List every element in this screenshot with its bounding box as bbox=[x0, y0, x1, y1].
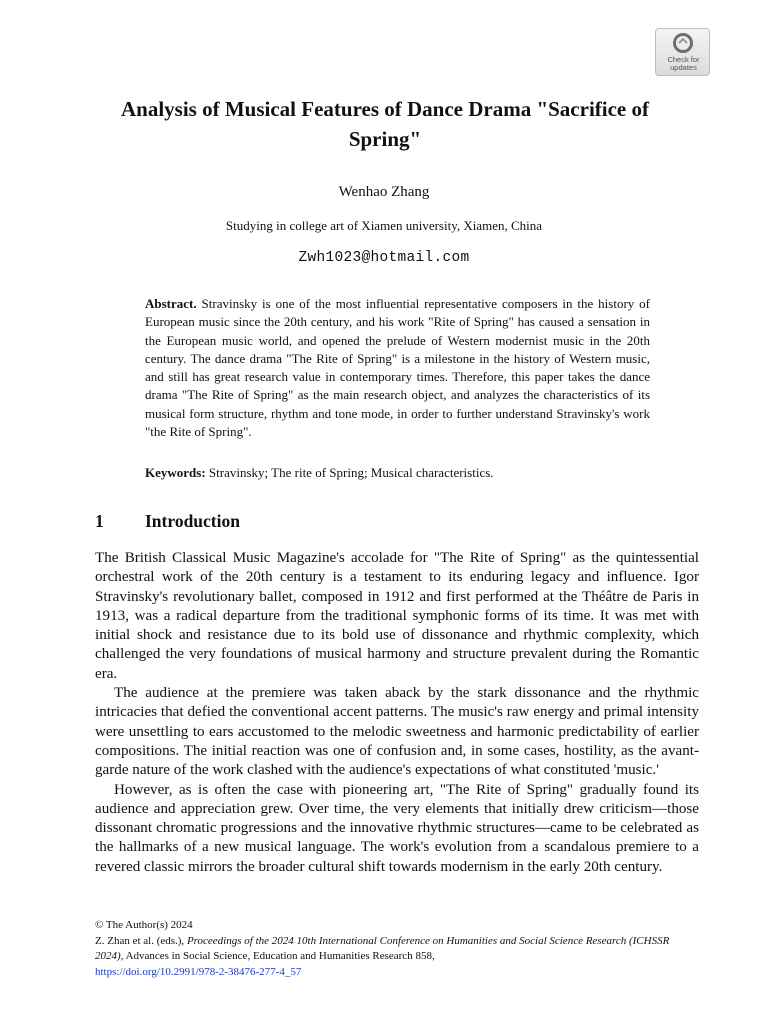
abstract bbox=[145, 295, 650, 441]
paragraph-1: The British Classical Music Magazine's accolade for "The Rite of Spring" as the quintessential orchestral work of the 20th century is a testament to its enduring legacy and influence. Igor Stravinsky's revolutionary ballet, composed in 1912 and first performed at the Théâtre de Paris in 1913, was a radical departure from the traditional symphonic forms of its time. It was met with initial shock and resistance due to its bold use of dissonance and rhythmic complexity, which challenged the very foundations of musical harmony and structure prevalent during the Romantic era. bbox=[95, 550, 699, 682]
paper-title: Analysis of Musical Features of Dance Drama "Sacrifice of Spring" bbox=[120, 97, 649, 151]
author-email[interactable]: Zwh1023@hotmail.com bbox=[298, 250, 470, 266]
keywords bbox=[145, 464, 650, 482]
keywords-text: Stravinsky; The rite of Spring; Musical characteristics. bbox=[208, 465, 494, 480]
section-number: 1 bbox=[95, 511, 104, 531]
abstract-text: Stravinsky is one of the most influential representative composers in the history of European music since the 20th century, and his work "Rite of Spring" has caused a sensation in the European music world, and opened the prelude of Western modernist music in the 20th century. The dance drama "The Rite of Spring" is a milestone in the history of Western music, and still has great research value in contemporary times. Therefore, this paper takes the dance drama "The Rite of Spring" as the main research object, and analyzes the characteristics of its musical form structure, rhythm and tone mode, in order to further understand Stravinsky's work "the Rite of Spring". bbox=[145, 296, 651, 440]
check-for-updates-badge[interactable] bbox=[655, 28, 710, 76]
paragraph-3: However, as is often the case with pioneering art, "The Rite of Spring" gradually found its audience and appreciation grew. Over time, the very elements that initially drew criticism—those dissonant chromatic progressions and the innovative rhythmic structures—came to be celebrated as the hallmarks of a new musical language. The work's evolution from a scandalous premiere to a revered classic mirrors the broader cultural shift towards modernism in the early 20th century. bbox=[95, 781, 699, 875]
body-text bbox=[95, 549, 699, 877]
check-updates-icon bbox=[673, 33, 693, 53]
check-updates-label: Check for updates bbox=[667, 55, 700, 72]
abstract-label: Abstract. bbox=[145, 296, 197, 311]
footer bbox=[95, 918, 699, 980]
doi-link[interactable]: https://doi.org/10.2991/978-2-38476-277-4_57 bbox=[95, 965, 302, 978]
citation-proceedings: Proceedings of the 2024 10th International Conference on Humanities and Social Science Research (ICHSSR 2024) bbox=[95, 934, 670, 962]
copyright: © The Author(s) 2024 bbox=[95, 919, 193, 931]
paragraph-2: The audience at the premiere was taken aback by the stark dissonance and the rhythmic intricacies that defied the conventional accent patterns. The music's raw energy and primal intensity were unsettling to ears accustomed to the melodic sweetness and harmonic predictability of earlier compositions. The initial reaction was one of confusion and, in some cases, hostility, as the avant-garde nature of the work clashed with the audience's expectations of what constituted 'music.' bbox=[95, 685, 699, 779]
citation bbox=[95, 934, 699, 965]
section-title: Introduction bbox=[145, 511, 240, 531]
citation-editors: Z. Zhan et al. (eds.), bbox=[95, 934, 185, 947]
citation-series: , Advances in Social Science, Education and Humanities Research 858, bbox=[120, 950, 435, 962]
author-name: Wenhao Zhang bbox=[338, 184, 430, 200]
author-affiliation: Studying in college art of Xiamen university, Xiamen, China bbox=[225, 218, 543, 233]
keywords-label: Keywords: bbox=[145, 465, 206, 480]
